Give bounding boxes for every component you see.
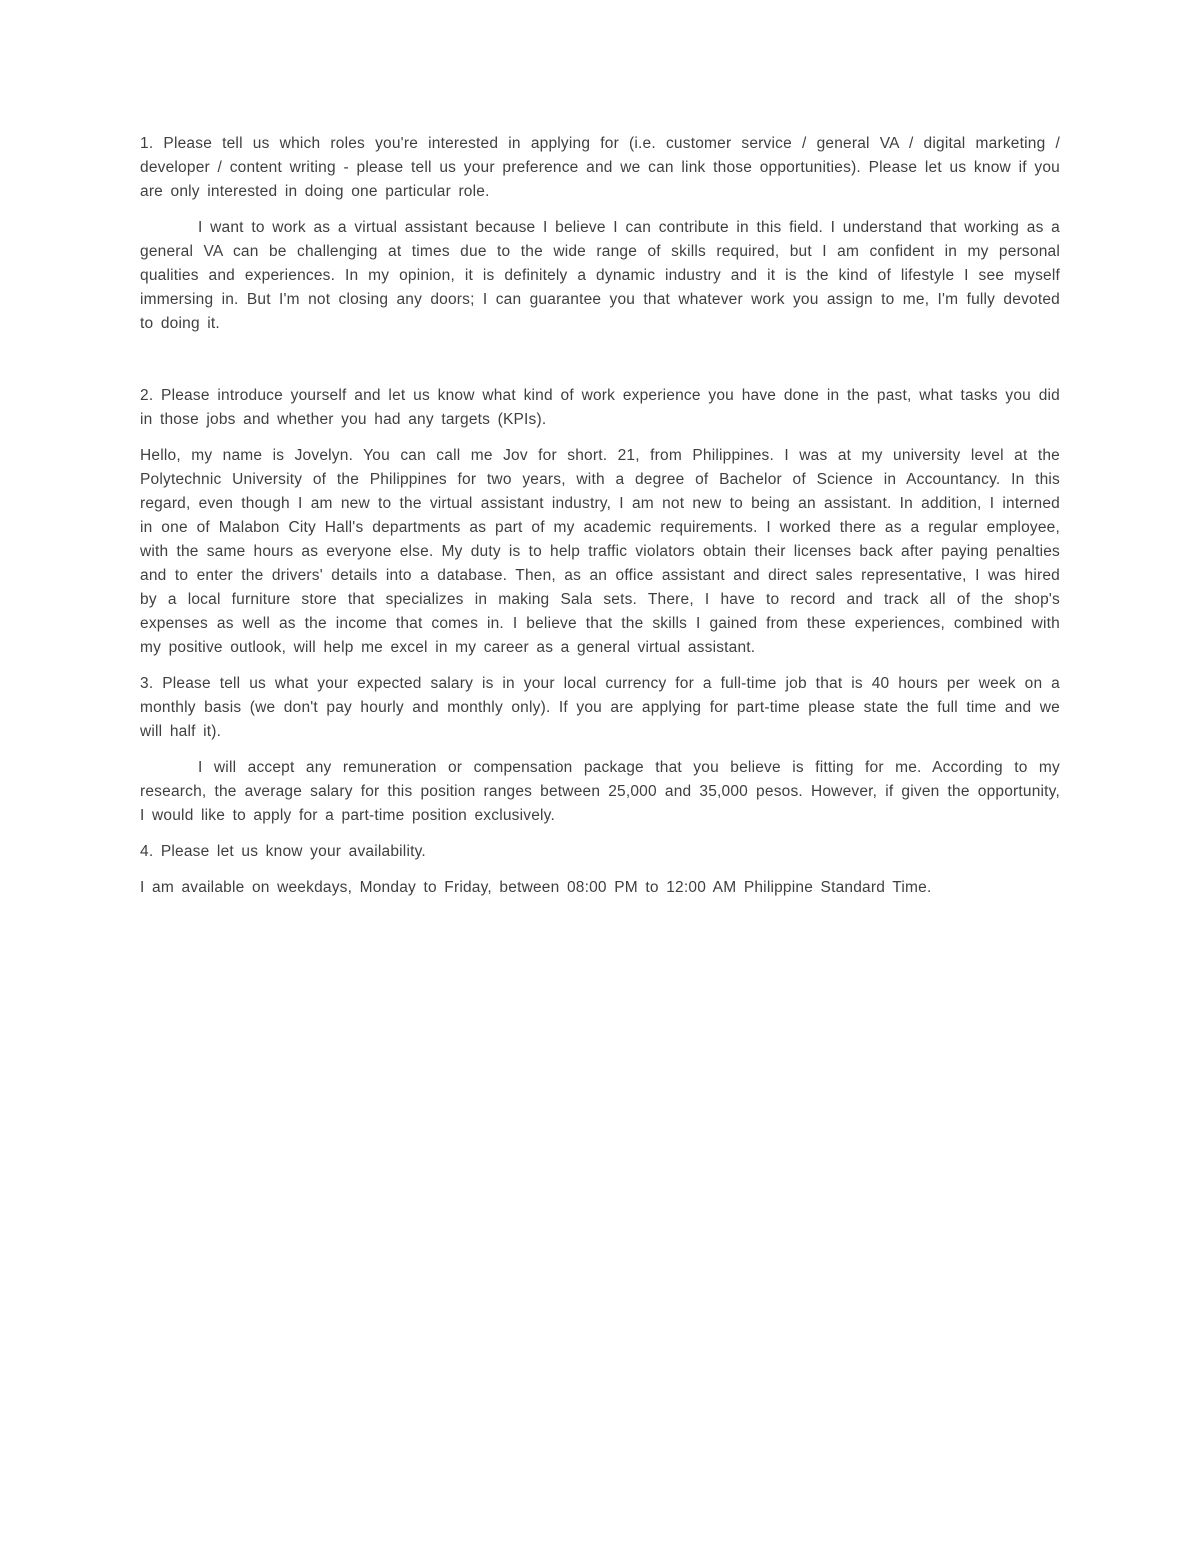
question-4-text: 4. Please let us know your availability. [140,843,426,860]
answer-2-text: Hello, my name is Jovelyn. You can call me Jov for short. 21, from Philippines. I was at my university level at the Polytechnic University of the Philippines for two years, with a degree of Bachelor of Science in Accountancy. In this regard, even though I am new to the virtual assistant industry, I am not new to being an assistant. In addition, I interned in one of Malabon City Hall's departments as part of my academic requirements. I worked there as a regular employee, with the same hours as everyone else. My duty is to help traffic violators obtain their licenses back after paying penalties and to enter the drivers' details into a database. Then, as an office assistant and direct sales representative, I was hired by a local furniture store that specializes in making Sala sets. There, I have to record and track all of the shop's expenses as well as the income that comes in. I believe that the skills I gained from these experiences, combined with my positive outlook, will help me excel in my career as a general virtual assistant. [140,447,1060,656]
answer-3-text: I will accept any remuneration or compensation package that you believe is fitting for me. According to my research, the average salary for this position ranges between 25,000 and 35,000 pesos. However, if given the opportunity, I would like to apply for a part-time position exclusively. [140,759,1060,824]
question-1-text: 1. Please tell us which roles you're interested in applying for (i.e. customer service / general VA / digital marketing / developer / content writing - please tell us your preference and we can link those opportunities). Please let us know if you are only interested in doing one particular role. [140,135,1060,200]
question-2-text: 2. Please introduce yourself and let us know what kind of work experience you have done in the past, what tasks you did in those jobs and whether you had any targets (KPIs). [140,387,1060,428]
answer-4-text: I am available on weekdays, Monday to Friday, between 08:00 PM to 12:00 AM Philippine Standard Time. [140,879,932,896]
question-3-text: 3. Please tell us what your expected salary is in your local currency for a full-time job that is 40 hours per week on a monthly basis (we don't pay hourly and monthly only). If you are applying for part-time please state the full time and we will half it). [140,675,1060,740]
blank-line [140,348,1060,372]
answer-1-text: I want to work as a virtual assistant because I believe I can contribute in this field. I understand that working as a general VA can be challenging at times due to the wide range of skills required, but I am confident in my personal qualities and experiences. In my opinion, it is definitely a dynamic industry and it is the kind of lifestyle I see myself immersing in. But I'm not closing any doors; I can guarantee you that whatever work you assign to me, I'm fully devoted to doing it. [140,219,1060,332]
